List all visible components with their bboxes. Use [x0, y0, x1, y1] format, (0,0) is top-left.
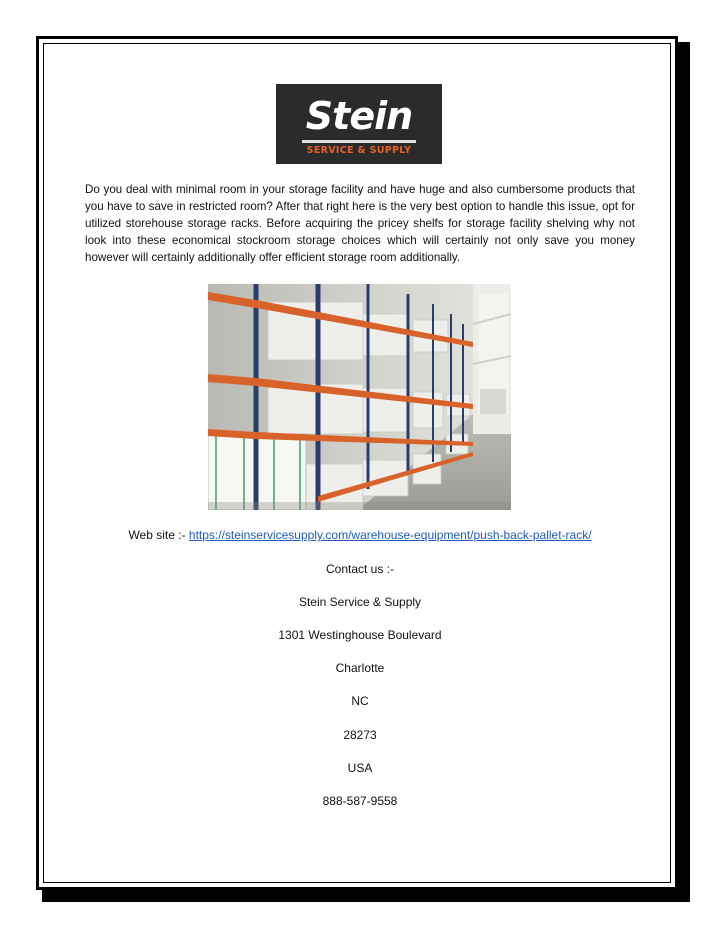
country: USA: [347, 761, 373, 775]
logo-wordmark: Stein: [305, 94, 413, 138]
contact-heading: Contact us :-: [325, 562, 395, 576]
company-name: Stein Service & Supply: [298, 595, 422, 609]
website-link[interactable]: https://steinservicesupply.com/warehouse-equipment/push-back-pallet-rack/: [188, 528, 592, 542]
logo-divider: [302, 140, 416, 143]
street-address: 1301 Westinghouse Boulevard: [278, 628, 442, 642]
website-line: [0, 527, 720, 543]
intro-paragraph: Do you deal with minimal room in your storage facility and have huge and also cumbersome products that you have to save in restricted room? After that right here is the very best option to handle this issue, opt for utilized storehouse storage racks. Before acquiring the pricey shelfs for storage facility shelving why not look into these economical stockroom storage choices which will certainly not only save you money however will certainly additionally offer efficient storage room additionally.: [85, 183, 635, 264]
website-label: Web site :-: [128, 528, 189, 542]
phone-number: 888-587-9558: [322, 794, 398, 808]
logo-subtitle: SERVICE & SUPPLY: [306, 145, 412, 156]
state: NC: [351, 694, 369, 708]
stein-logo: [276, 84, 442, 164]
city: Charlotte: [335, 661, 385, 675]
warehouse-rack-photo: [208, 284, 511, 510]
zip-code: 28273: [343, 728, 377, 742]
